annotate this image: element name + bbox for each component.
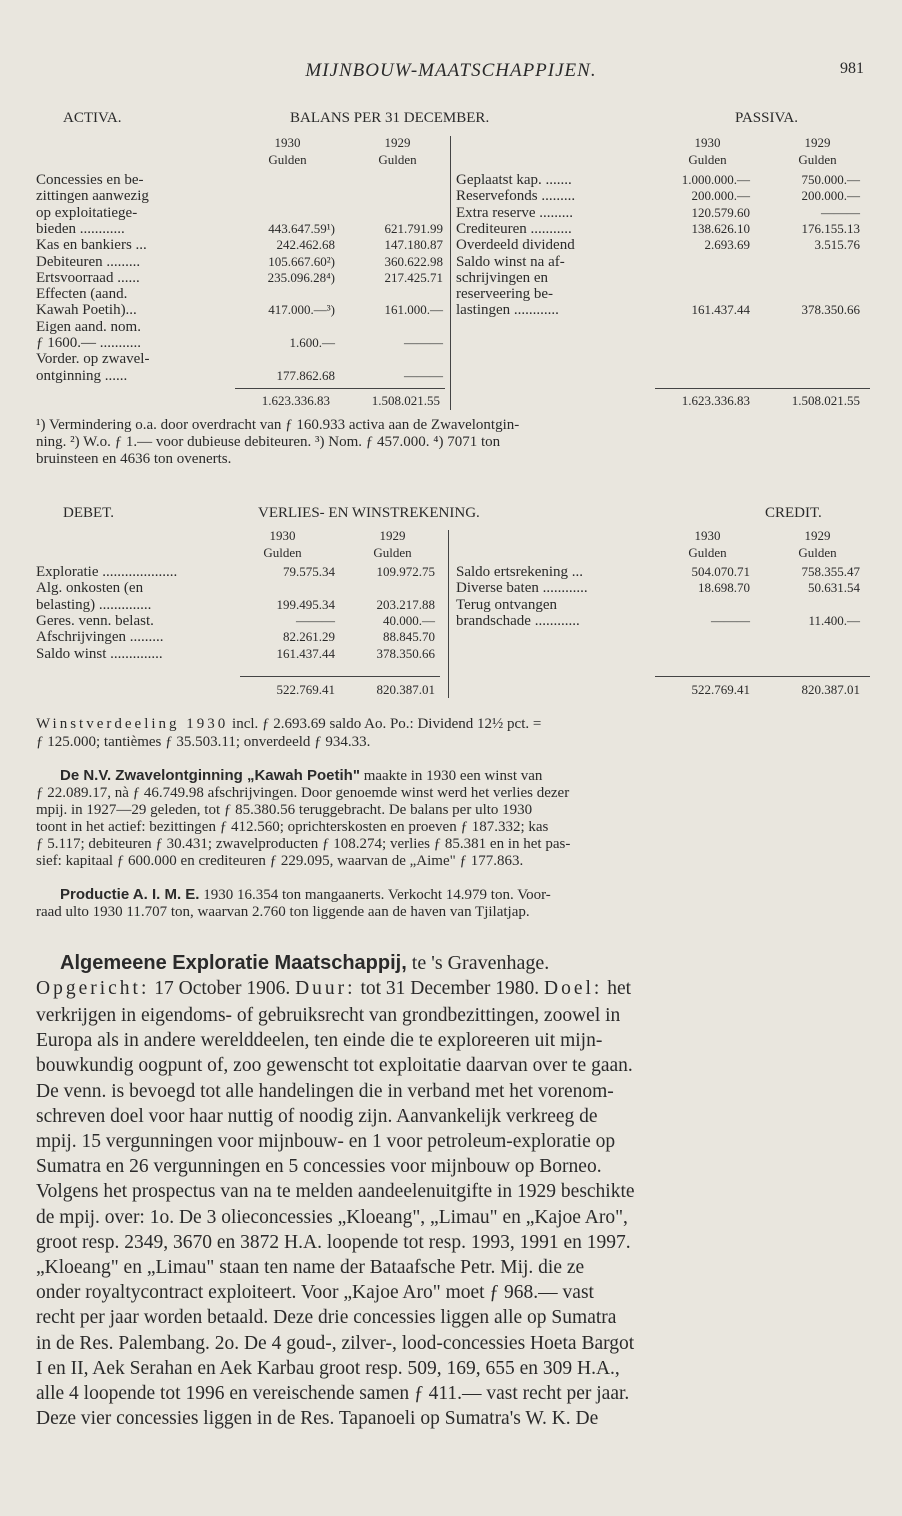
kawah-line-3: mpij. in 1927—29 geleden, tot ƒ 85.380.56 teruggebracht. De balans per ulto 1930: [36, 802, 533, 818]
doel-value: het: [602, 978, 632, 999]
passiva-row-value-1929: 176.155.13: [801, 220, 860, 236]
passiva-row-value-1929: 750.000.—: [801, 172, 860, 187]
activa-row-value-1930: 177.862.68: [276, 367, 335, 383]
pl-divider: [448, 530, 449, 698]
credit-row-value-1930: ———: [711, 612, 750, 628]
activa-row-value-1929: 360.622.98: [384, 253, 443, 269]
credit-row-value-1930: 18.698.70: [698, 580, 750, 596]
balance-right-year-1929: 1929: [804, 135, 831, 150]
kawah-company-name: De N.V. Zwavelontginning „Kawah Poetih": [60, 767, 360, 784]
opgericht-value: 17 October 1906.: [149, 978, 291, 999]
activa-row-label: bieden ............: [36, 220, 125, 237]
company-body-line: onder royaltycontract exploiteert. Voor „Kajoe Aro" moet ƒ 968.— vast: [36, 1282, 594, 1304]
kawah-text: maakte in 1930 een winst van: [359, 768, 543, 784]
productie-label: Productie A. I. M. E.: [60, 886, 200, 903]
activa-row-value-1930: 242.462.68: [276, 237, 335, 253]
activa-row-label: op exploitatiege-: [36, 204, 138, 221]
activa-row-label: ƒ 1600.— ...........: [36, 335, 141, 351]
company-body-line: mpij. 15 vergunningen voor mijnbouw- en 1 voor petroleum-exploratie op: [36, 1131, 616, 1152]
debet-row-label: Exploratie ....................: [36, 564, 178, 580]
debet-row-label: Geres. venn. belast.: [36, 612, 154, 629]
passiva-row-value-1930: 120.579.60: [691, 204, 750, 220]
doel-label: Doel:: [544, 978, 603, 999]
activa-row-label: Kas en bankiers ...: [36, 237, 147, 254]
activa-row-label: Eigen aand. nom.: [36, 318, 141, 335]
passiva-row-value-1930: 2.693.69: [704, 237, 750, 253]
passiva-row-value-1929: ———: [821, 204, 860, 220]
company-body-line: Volgens het prospectus van na te melden aandeelenuitgifte in 1929 beschikte: [36, 1181, 635, 1203]
activa-row-value-1929: 147.180.87: [384, 237, 443, 253]
opgericht-label: Opgericht:: [36, 978, 150, 999]
winstverdeeling-label: Winstverdeeling 1930: [36, 716, 229, 732]
activa-row-label: Effecten (aand.: [36, 286, 128, 303]
page-number: 981: [840, 60, 864, 77]
passiva-row-label: Geplaatst kap. .......: [456, 172, 572, 188]
pl-total-left-1929: 820.387.01: [376, 682, 435, 697]
productie-line-1: [60, 887, 551, 903]
company-body-line: verkrijgen in eigendoms- of gebruiksrecht van grondbezittingen, zoowel in: [36, 1005, 621, 1026]
passiva-row-value-1929: 200.000.—: [801, 188, 860, 204]
activa-row-value-1930: 417.000.—³): [268, 302, 335, 318]
balance-left-total-rule: [235, 388, 445, 389]
debet-row-label: Saldo winst ..............: [36, 645, 163, 662]
kawah-line-1: [60, 768, 542, 784]
productie-line-2: raad ulto 1930 11.707 ton, waarvan 2.760 ton liggende aan de haven van Tjilatjap.: [36, 904, 530, 920]
winstverdeeling-line-2: ƒ 125.000; tantièmes ƒ 35.503.11; onverdeeld ƒ 934.33.: [36, 734, 371, 750]
activa-row-label: zittingen aanwezig: [36, 188, 149, 205]
pl-left-unit-1930: Gulden: [263, 545, 302, 560]
pl-total-right-1929: 820.387.01: [801, 682, 860, 697]
company-heading: [60, 952, 549, 975]
passiva-row-label: Crediteuren ...........: [456, 220, 572, 237]
debet-row-value-1929: 203.217.88: [376, 596, 435, 612]
pl-right-year-1930: 1930: [694, 528, 721, 543]
debet-row-value-1929: 88.845.70: [383, 629, 435, 645]
winstverdeeling-text: incl. ƒ 2.693.69 saldo Ao. Po.: Dividend 12½ pct. =: [232, 716, 542, 732]
company-body-line: „Kloeang" en „Limau" staan ten name der Bataafsche Petr. Mij. die ze: [36, 1257, 585, 1278]
passiva-row-label: Reservefonds .........: [456, 188, 576, 205]
activa-label: ACTIVA.: [63, 110, 122, 126]
pl-title: VERLIES- EN WINSTREKENING.: [258, 505, 480, 521]
activa-row-label: Debiteuren .........: [36, 253, 141, 270]
activa-row-label: ontginning ......: [36, 367, 128, 384]
credit-row-label: brandschade ............: [456, 612, 580, 629]
balance-right-total-rule: [655, 388, 870, 389]
activa-row-value-1929: ———: [404, 335, 443, 350]
pl-right-year-1929: 1929: [804, 528, 831, 543]
debet-row-value-1930: 199.495.34: [276, 596, 335, 612]
debet-row-value-1929: 378.350.66: [376, 645, 435, 661]
company-founding-line: [36, 978, 631, 1000]
credit-row-value-1929: 11.400.—: [808, 612, 860, 628]
activa-row-value-1929: 217.425.71: [384, 269, 443, 285]
balance-right-unit-1929: Gulden: [798, 152, 837, 167]
company-body-line: I en II, Aek Serahan en Aek Karbau groot resp. 509, 169, 655 en 309 H.A.,: [36, 1357, 620, 1379]
credit-row-label: Terug ontvangen: [456, 596, 558, 613]
pl-left-unit-1929: Gulden: [373, 545, 412, 560]
debet-row-value-1929: 109.972.75: [376, 564, 435, 579]
activa-row-value-1929: ———: [404, 367, 443, 383]
activa-row-label: Kawah Poetih)...: [36, 302, 137, 319]
passiva-row-label: reserveering be-: [456, 286, 554, 303]
activa-row-value-1930: 105.667.60²): [268, 253, 335, 269]
balance-right-year-1930: 1930: [694, 135, 721, 150]
activa-row-value-1930: 443.647.59¹): [268, 220, 335, 236]
passiva-row-value-1930: 138.626.10: [691, 220, 750, 236]
kawah-line-5: ƒ 5.117; debiteuren ƒ 30.431; zwavelproducten ƒ 108.274; verlies ƒ 85.381 en in het pas-: [36, 836, 571, 852]
company-body-line: Deze vier concessies liggen in de Res. Tapanoeli op Sumatra's W. K. De: [36, 1408, 599, 1430]
activa-row-value-1930: 1.600.—: [289, 335, 335, 350]
credit-label: CREDIT.: [765, 505, 822, 521]
duur-value: tot 31 December 1980.: [355, 978, 540, 999]
credit-row-label: Saldo ertsrekening ...: [456, 564, 584, 580]
balance-left-unit-1929: Gulden: [378, 152, 417, 167]
balance-title: BALANS PER 31 DECEMBER.: [290, 110, 490, 126]
company-location: te 's Gravenhage.: [406, 952, 550, 974]
activa-row-label: Vorder. op zwavel-: [36, 351, 150, 368]
debet-row-value-1930: 79.575.34: [283, 564, 335, 579]
passiva-row-label: Overdeeld dividend: [456, 237, 575, 254]
balance-right-unit-1930: Gulden: [688, 152, 727, 167]
credit-row-label: Diverse baten ............: [456, 580, 588, 597]
balance-total-right-1929: 1.508.021.55: [791, 393, 860, 408]
pl-right-total-rule: [655, 676, 870, 677]
company-body-line: alle 4 loopende tot 1996 en vereischende samen ƒ 411.— vast recht per jaar.: [36, 1383, 630, 1404]
passiva-row-value-1929: 378.350.66: [801, 302, 860, 318]
balance-left-unit-1930: Gulden: [268, 152, 307, 167]
debet-label: DEBET.: [63, 505, 114, 521]
credit-row-value-1929: 758.355.47: [801, 564, 860, 579]
running-header-title: MIJNBOUW-MAATSCHAPPIJEN.: [305, 60, 597, 81]
balance-total-left-1929: 1.508.021.55: [371, 393, 440, 408]
company-body-line: bouwkundig oogpunt of, zoo gewenscht tot exploitatie daarvan over te gaan.: [36, 1055, 633, 1077]
passiva-label: PASSIVA.: [735, 110, 798, 126]
balance-total-right-1930: 1.623.336.83: [681, 393, 750, 408]
balance-left-year-1930: 1930: [274, 135, 301, 150]
company-body-line: groot resp. 2349, 3670 en 3872 H.A. loopende tot resp. 1993, 1991 en 1997.: [36, 1231, 631, 1253]
debet-row-label: belasting) ..............: [36, 596, 152, 613]
company-name: Algemeene Exploratie Maatschappij,: [60, 952, 407, 974]
balance-total-left-1930: 1.623.336.83: [261, 393, 330, 408]
company-body-line: De venn. is bevoegd tot alle handelingen die in verband met het vorenom-: [36, 1080, 614, 1102]
balance-divider: [450, 136, 451, 410]
debet-row-label: Afschrijvingen .........: [36, 629, 164, 646]
company-body-line: recht per jaar worden betaald. Deze drie concessies liggen alle op Sumatra: [36, 1307, 617, 1329]
kawah-line-6: sief: kapitaal ƒ 600.000 en crediteuren ƒ 229.095, waarvan de „Aime" ƒ 177.863.: [36, 853, 524, 869]
activa-row-value-1930: 235.096.28⁴): [267, 269, 335, 285]
debet-row-value-1929: 40.000.—: [383, 612, 435, 628]
pl-left-year-1930: 1930: [269, 528, 296, 543]
company-body-line: de mpij. over: 1o. De 3 olieconcessies „Kloeang", „Limau" en „Kajoe Aro",: [36, 1206, 628, 1228]
passiva-row-value-1930: 1.000.000.—: [681, 172, 750, 187]
credit-row-value-1930: 504.070.71: [691, 564, 750, 579]
debet-row-label: Alg. onkosten (en: [36, 580, 144, 597]
footnote-line-1: ¹) Vermindering o.a. door overdracht van ƒ 160.933 activa aan de Zwavelontgin-: [36, 417, 520, 433]
company-body-line: Sumatra en 26 vergunningen en 5 concessies voor mijnbouw op Borneo.: [36, 1156, 602, 1178]
passiva-row-label: lastingen ............: [456, 302, 559, 319]
debet-row-value-1930: 161.437.44: [276, 645, 335, 661]
company-body-line: schreven doel voor haar nuttig of noodig zijn. Aanvankelijk verkreeg de: [36, 1105, 598, 1127]
kawah-line-4: toont in het actief: bezittingen ƒ 412.560; oprichterskosten en proeven ƒ 187.332; kas: [36, 819, 549, 835]
balance-left-year-1929: 1929: [384, 135, 411, 150]
pl-total-right-1930: 522.769.41: [691, 682, 750, 697]
credit-row-value-1929: 50.631.54: [808, 580, 860, 596]
productie-text: 1930 16.354 ton mangaanerts. Verkocht 14.979 ton. Voor-: [199, 887, 551, 903]
winstverdeeling-line-1: [36, 716, 541, 732]
kawah-line-2: ƒ 22.089.17, nà ƒ 46.749.98 afschrijvingen. Door genoemde winst werd het verlies dezer: [36, 785, 570, 801]
activa-row-label: Concessies en be-: [36, 172, 144, 188]
debet-row-value-1930: ———: [296, 612, 335, 628]
activa-row-value-1929: 161.000.—: [384, 302, 443, 318]
activa-row-value-1929: 621.791.99: [384, 220, 443, 236]
company-body-line: in de Res. Palembang. 2o. De 4 goud-, zilver-, lood-concessies Hoeta Bargot: [36, 1332, 635, 1354]
footnote-line-3: bruinsteen en 4636 ton ovenerts.: [36, 451, 232, 467]
duur-label: Duur:: [295, 978, 356, 999]
passiva-row-label: Saldo winst na af-: [456, 253, 565, 270]
passiva-row-label: Extra reserve .........: [456, 204, 574, 221]
passiva-row-value-1930: 161.437.44: [691, 302, 750, 318]
pl-left-year-1929: 1929: [379, 528, 406, 543]
debet-row-value-1930: 82.261.29: [283, 629, 335, 645]
passiva-row-label: schrijvingen en: [456, 269, 549, 286]
footnote-line-2: ning. ²) W.o. ƒ 1.— voor dubieuse debiteuren. ³) Nom. ƒ 457.000. ⁴) 7071 ton: [36, 434, 501, 450]
pl-right-unit-1930: Gulden: [688, 545, 727, 560]
pl-right-unit-1929: Gulden: [798, 545, 837, 560]
pl-left-total-rule: [240, 676, 440, 677]
passiva-row-value-1929: 3.515.76: [814, 237, 860, 253]
passiva-row-value-1930: 200.000.—: [691, 188, 750, 204]
activa-row-label: Ertsvoorraad ......: [36, 269, 140, 286]
company-body-line: Europa als in andere werelddeelen, ten einde die te exploreeren uit mijn-: [36, 1030, 603, 1052]
pl-total-left-1930: 522.769.41: [276, 682, 335, 697]
